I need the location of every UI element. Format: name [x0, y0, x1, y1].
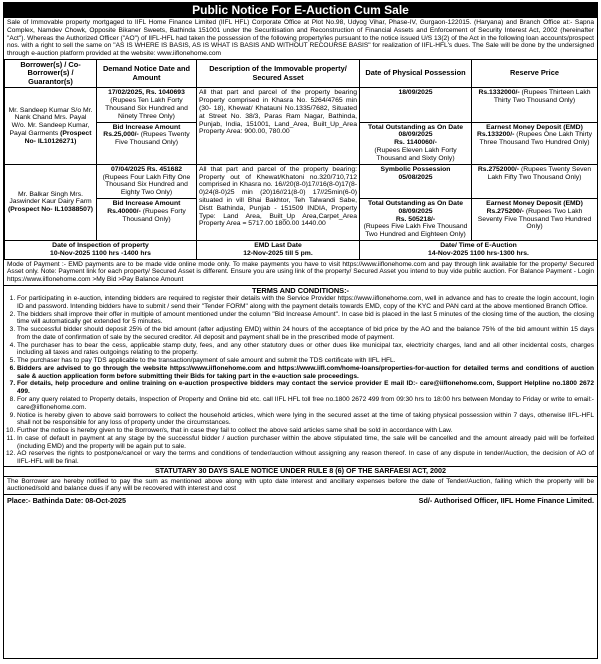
property-description: All that part and parcel of the property bearing: Property out of Khewat/Khatoni no.320/710,712 comprised in Khasra no. 16//20(8-0)17//16(8-0)17(8-0)24(8-0)25 min (20)16//21(8-0) 17//25min(6-0) situated in vill Bhai Bakhtor, Teh Talwandi Sabe, Distt Bathinda, Punjab - 151509 INDIA, Property Type: Land Area, Built_Up Area,Carpet_Area Property Area = 5717.00 1800.00 1440.00 — [197, 164, 360, 240]
bid-increase-words: (Rupees Twenty Five Thousand Only) — [115, 131, 190, 147]
emd-last-value: 12-Nov-2025 till 5 pm. — [243, 249, 313, 257]
borrower-cell — [5, 88, 97, 164]
inspection-cell — [5, 241, 197, 260]
possession-date: 05/08/2025 — [398, 173, 433, 181]
total-outstanding-words: (Rupees Eleven Lakh Forty Thousand and Sixty Only) — [374, 147, 457, 162]
list-item: 4. The purchaser has to bear the cess, applicable stamp duty, fees, and any other statutory dues or other dues like municipal tax, electricity charges, land and all other incidental costs, charges including all taxes and rates outgoings relating to the property. — [17, 342, 594, 358]
statutory-body: The Borrower are hereby notified to pay the sum as mentioned above along with upto date interest and ancillary expenses before the date of Tender/Auction, failing which the property will be auctioned/sold and balance dues if any will be recovered with interest and cost — [7, 477, 594, 493]
prospect-number: (Prospect No- IL10388507) — [8, 206, 93, 214]
demand-date-amount: 17/02/2025, Rs. 1040693 — [108, 89, 185, 97]
inspection-label: Date of Inspection of property — [52, 242, 149, 249]
list-item: 1. For participating in e-auction, intending bidders are required to register their details with the Service Provider https://www.iiflonehome.com, well in advance and has to create the login account, login ID and password. Intending bidders have to submit / send their "Tender FORM" along with the payment details towards EMD, copy of the KYC and PAN card at the above mentioned Branch Office. — [17, 295, 594, 311]
bid-increase-amount: Rs.25,000/- — [103, 131, 139, 139]
bid-increase-label: Bid Increase Amount — [112, 123, 181, 131]
terms-list — [4, 295, 597, 466]
reserve-amount: Rs.1332000/- — [478, 89, 520, 97]
dates-strip — [5, 241, 598, 260]
notice-title: Public Notice For E-Auction Cum Sale — [4, 3, 597, 18]
demand-date-amount: 07/04/2025 Rs. 451682 — [110, 165, 183, 173]
demand-amount-words: (Rupees Four Lakh Fifty One Thousand Six Hundred and Eighty Two Only) — [102, 173, 191, 197]
prospect-number: (Prospect No- IL10126271) — [24, 129, 92, 145]
mode-of-payment: Mode of Payment :- EMD payments are to be made vide online mode only. To make payments you have to visit https://www.iiflonehome.com and pay through link available for the property/ Secured Asset only. Note: Payment link for each property/ Secured Asset is different. Ensure you are using link of the property/ Secured Asset you intend to buy vide public auction. For Balance Payment - Login https://www.iiflonehome.com >My Bid >Pay Balance Amount — [4, 260, 597, 286]
total-outstanding-amount: Rs. 505218/- — [395, 215, 436, 223]
reserve-amount: Rs.2752000/- — [477, 165, 520, 173]
inspection-value: 10-Nov-2025 1100 hrs -1400 hrs — [50, 249, 151, 257]
bid-increase-amount: Rs.40000/- — [107, 207, 141, 215]
header-possession: Date of Physical Possession — [360, 59, 472, 88]
footer — [4, 494, 597, 506]
header-reserve: Reserve Price — [472, 59, 598, 88]
public-notice — [3, 2, 598, 659]
reserve-amount-words: (Rupees Thirteen Lakh Thirty Two Thousand Only) — [493, 89, 591, 105]
emd-label: Earnest Money Deposit (EMD) — [486, 199, 583, 207]
auction-date-cell — [360, 241, 598, 260]
emd-cell — [472, 122, 598, 164]
possession-date-cell — [360, 164, 472, 198]
emd-amount-words: (Rupees One Lakh Thirty Three Thousand Two Hundred Only) — [479, 131, 593, 147]
emd-cell — [472, 198, 598, 240]
list-item: 9. Notice is hereby given to above said borrowers to collect the household articles, which were lying in the secured asset at the time of taking physical possession within 7 days, otherwise IIFL-HFL shall not be responsible for any loss of property under the circumstances. — [17, 412, 594, 428]
reserve-amount-words: (Rupees Twenty Seven Lakh Fifty Two Thousand Only) — [487, 165, 592, 181]
list-item: 7. For details, help procedure and online training on e-auction prospective bidders may contact the service provider E mail ID:- care@iiflonehome.com, Support Helpline no.1800 2672 499. — [17, 380, 594, 396]
header-demand: Demand Notice Date and Amount — [97, 59, 197, 88]
total-outstanding-cell — [360, 198, 472, 240]
header-borrower: Borrower(s) / Co-Borrower(s) / Guarantor(s) — [5, 59, 97, 88]
total-outstanding-label: Total Outstanding as On Date 08/09/2025 — [367, 123, 464, 139]
list-item: 8. For any query related to Property details, Inspection of Property and Online bid etc. call IIFL HFL toll free no.1800 2672 499 from 09:30 hrs to 18:00 hrs between Monday to Friday or write to email:- care@iiflonehome.com. — [17, 396, 594, 412]
signatory: Sd/- Authorised Officer, IIFL Home Finance Limited. — [418, 496, 594, 506]
possession-date-cell — [360, 88, 472, 122]
borrower-names: Mr. Balkar Singh Mrs. Jaswinder Kaur Dairy Farm — [9, 190, 92, 206]
demand-amount-words: (Rupees Ten Lakh Forty Thousand Six Hundred and Ninety Three Only) — [105, 97, 188, 120]
place-date: Place:- Bathinda Date: 08-Oct-2025 — [7, 496, 127, 506]
demand-notice-cell — [97, 164, 197, 198]
bid-increase-words: (Rupees Forty Thousand Only) — [122, 207, 186, 223]
bid-increase-label: Bid Increase Amount — [112, 199, 181, 207]
header-description: Description of the Immovable property/ Secured Asset — [197, 59, 360, 88]
reserve-price-cell — [472, 164, 598, 198]
emd-last-date-cell — [197, 241, 360, 260]
emd-amount: Rs.275200/- — [486, 207, 524, 215]
emd-amount-words: (Rupees Two Lakh Seventy Five Thousand Two Hundred Only) — [477, 207, 592, 231]
list-item: 11. In case of default in payment at any stage by the successful bidder / auction purchaser within the above stipulated time, the sale will be cancelled and the amount already paid will be forfeited (including EMD) and the property will be again put to sale. — [17, 435, 594, 451]
reserve-price-cell — [472, 88, 598, 122]
table-row — [5, 164, 598, 198]
list-item: 2. The bidders shall improve their offer in multiple of amount mentioned under the column "Bid Increase Amount". In case bid is placed in the last 5 minutes of the closing time of the auction, the closing time will automatically get extended for 5 minutes. — [17, 311, 594, 327]
possession-type: Symbolic Possession — [380, 165, 451, 173]
properties-table — [4, 59, 598, 260]
statutory-title: STATUTARY 30 DAYS SALE NOTICE UNDER RULE 8 (6) OF THE SARFAESI ACT, 2002 — [4, 466, 597, 477]
list-item: 10. Further the notice is hereby given to the Borrower/s, that in case they fail to collect the above said articles same shall be sold in accordance with Law. — [17, 427, 594, 435]
auction-label: Date/ Time of E-Auction — [440, 242, 517, 249]
property-description: All that part and parcel of the property bearing Property comprised in Khasra No. 5264/4765 min (30- 18), Khewat/ Khatauni No.1335/7682, Situated at Street No. 38/3, Paras Ram Nagar, Bathinda, Punjab, India, 151001, Land_Area, Built_Up_Area Property Area: 900.00, 780.00 — [197, 88, 360, 164]
auction-value: 14-Nov-2025 1100 hrs-1300 hrs. — [428, 249, 529, 257]
intro-paragraph: Sale of Immovable property mortgaged to IIFL Home Finance Limited (IIFL HFL) Corporate Office at Plot No.98, Udyog Vihar, Phase-IV, Gurgaon-122015. (Haryana) and Branch Office at:- Sapna Complex, Namdev Chowk, Opposite Bikaner Sweets, Bathinda 151001 under the Securitisation and Reconstruction of Financial Assets and Enforcement of Security Interest Act, 2002 (hereinafter "Act"). Whereas the Authorized Officer ("AO") of IIFL-HFL had taken the possession of the following property/ies pursuant to the notice issued U/S 13(2) of the Act in the following loan accounts/prospect nos. with a right to sell the same on "AS IS WHERE IS BASIS, AS IS WHAT IS BASIS AND WITHOUT RECOURSE BASIS" for realization of IIFL-HFL's dues. The Sale will be done by the undersigned through e-auction platform provided at the website: www.iiflonehome.com — [7, 19, 594, 58]
demand-notice-cell — [97, 88, 197, 122]
table-row — [5, 88, 598, 122]
emd-amount: Rs.133200/- — [476, 131, 515, 139]
emd-last-label: EMD Last Date — [254, 242, 302, 249]
list-item: 5. The purchaser has to pay TDS applicable to the transaction/payment of sale amount and submit the TDS certificate with IIFL HFL. — [17, 357, 594, 365]
possession-date: 18/09/2025 — [398, 89, 433, 97]
list-item: 3. The successful bidder should deposit 25% of the bid amount (after adjusting EMD) within 24 hours of the acceptance of bid price by the AO and the balance 75% of the bid amount within 15 days from the date of confirmation of sale by the secured creditor. All deposit and payment shall be in the prescribed mode of payment. — [17, 326, 594, 342]
terms-title: TERMS AND CONDITIONS:- — [251, 285, 350, 295]
total-outstanding-label: Total Outstanding as On Date 08/09/2025 — [367, 199, 464, 215]
total-outstanding-amount: Rs. 1140060/- — [394, 139, 437, 147]
borrower-names: Mr. Sandeep Kumar S/o Mr. Nank Chand Mrs. Payal W/o. Mr. Sandeep Kumar, Payal Garments — [8, 106, 93, 137]
bid-increase-cell — [97, 198, 197, 240]
total-outstanding-cell — [360, 122, 472, 164]
list-item: 6. Bidders are advised to go through the website https://www.iiflonehome.com and https://www.iifl.com/home-loans/properties-for-auction for detailed terms and conditions of auction sale & auction application form before submitting their Bids for taking part in the e-auction sale proceedings. — [17, 365, 594, 381]
list-item: 12. AO reserves the rights to postpone/cancel or vary the terms and conditions of tender/auction without assigning any reason thereof. In case of any dispute in tender/Auction, the decision of AO of IIFL-HFL will be final. — [17, 450, 594, 466]
emd-label: Earnest Money Deposit (EMD) — [486, 123, 583, 131]
table-header-row — [5, 59, 598, 88]
bid-increase-cell — [97, 122, 197, 164]
borrower-cell — [5, 164, 97, 240]
total-outstanding-words: (Rupees Five Lakh Five Thousand Two Hundred and Eighteen Only) — [363, 223, 468, 239]
